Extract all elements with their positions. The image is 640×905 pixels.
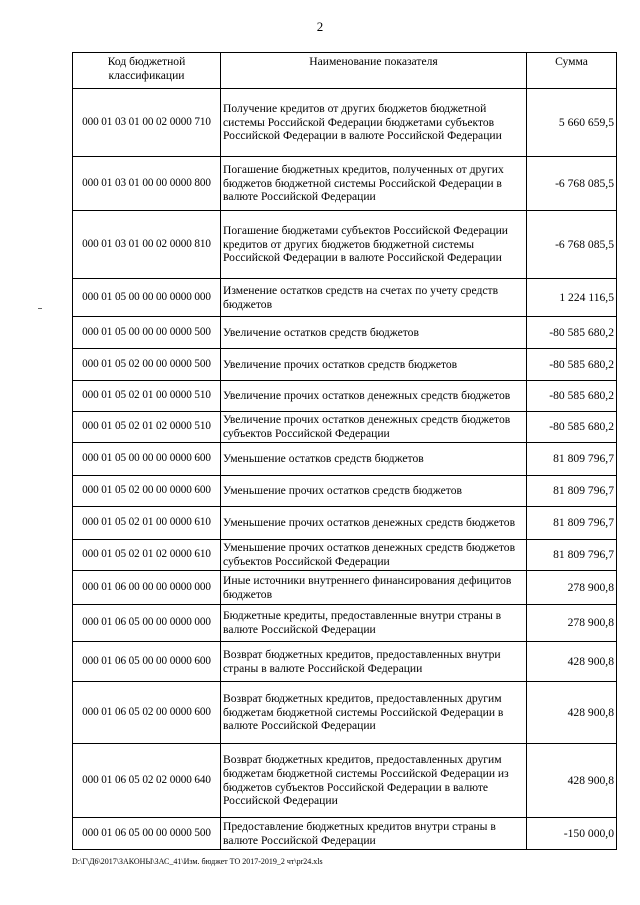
- row-code: 000 01 03 01 00 02 0000 810: [73, 211, 221, 279]
- row-code: 000 01 05 02 01 02 0000 610: [73, 540, 221, 571]
- row-name: Получение кредитов от других бюджетов бюджетной системы Российской Федерации бюджетами субъектов Российской Федерации в валюте Российской Федерации: [221, 89, 527, 157]
- header-name: Наименование показателя: [221, 53, 527, 89]
- header-sum: Сумма: [527, 53, 617, 89]
- row-code: 000 01 06 05 02 00 0000 600: [73, 682, 221, 744]
- row-sum: 81 809 796,7: [527, 476, 617, 507]
- table-row: [73, 571, 617, 605]
- file-path-footer: D:\Г\Д6\2017\ЗАКОНЫ\ЗАС_41\Изм. бюджет ТО 2017-2019_2 чт\pr24.xls: [72, 857, 323, 866]
- row-sum: 428 900,8: [527, 682, 617, 744]
- table-row: [73, 317, 617, 349]
- row-code: 000 01 06 05 00 00 0000 500: [73, 818, 221, 850]
- table-row: [73, 642, 617, 682]
- row-name: Уменьшение остатков средств бюджетов: [221, 443, 527, 476]
- row-name: Увеличение остатков средств бюджетов: [221, 317, 527, 349]
- table-row: [73, 279, 617, 317]
- row-name: Предоставление бюджетных кредитов внутри страны в валюте Российской Федерации: [221, 818, 527, 850]
- row-sum: 428 900,8: [527, 744, 617, 818]
- table-row: [73, 412, 617, 443]
- table-row: [73, 211, 617, 279]
- row-sum: -80 585 680,2: [527, 317, 617, 349]
- row-code: 000 01 05 02 01 02 0000 510: [73, 412, 221, 443]
- row-sum: -6 768 085,5: [527, 211, 617, 279]
- row-code: 000 01 06 05 00 00 0000 000: [73, 605, 221, 642]
- margin-mark: [38, 308, 42, 309]
- row-name: Изменение остатков средств на счетах по учету средств бюджетов: [221, 279, 527, 317]
- row-name: Увеличение прочих остатков денежных средств бюджетов: [221, 381, 527, 412]
- row-sum: 428 900,8: [527, 642, 617, 682]
- row-sum: -80 585 680,2: [527, 349, 617, 381]
- row-sum: -80 585 680,2: [527, 381, 617, 412]
- table-header-row: [73, 53, 617, 89]
- row-name: Иные источники внутреннего финансирования дефицитов бюджетов: [221, 571, 527, 605]
- table-row: [73, 443, 617, 476]
- header-code: Код бюджетной классификации: [73, 53, 221, 89]
- row-code: 000 01 05 02 00 00 0000 600: [73, 476, 221, 507]
- row-code: 000 01 03 01 00 00 0000 800: [73, 157, 221, 211]
- table-row: [73, 605, 617, 642]
- row-name: Уменьшение прочих остатков денежных средств бюджетов: [221, 507, 527, 540]
- table-row: [73, 744, 617, 818]
- row-sum: 81 809 796,7: [527, 507, 617, 540]
- row-code: 000 01 06 05 00 00 0000 600: [73, 642, 221, 682]
- row-code: 000 01 05 02 01 00 0000 510: [73, 381, 221, 412]
- table-row: [73, 157, 617, 211]
- row-code: 000 01 05 00 00 00 0000 000: [73, 279, 221, 317]
- table-row: [73, 507, 617, 540]
- row-sum: 5 660 659,5: [527, 89, 617, 157]
- row-name: Возврат бюджетных кредитов, предоставленных внутри страны в валюте Российской Федерации: [221, 642, 527, 682]
- table-row: [73, 349, 617, 381]
- row-sum: 278 900,8: [527, 571, 617, 605]
- row-name: Уменьшение прочих остатков денежных средств бюджетов субъектов Российской Федерации: [221, 540, 527, 571]
- row-sum: 81 809 796,7: [527, 540, 617, 571]
- row-sum: 278 900,8: [527, 605, 617, 642]
- row-code: 000 01 05 02 01 00 0000 610: [73, 507, 221, 540]
- budget-sources-table: [72, 52, 617, 850]
- table-row: [73, 381, 617, 412]
- table-row: [73, 476, 617, 507]
- row-name: Увеличение прочих остатков средств бюджетов: [221, 349, 527, 381]
- row-name: Погашение бюджетных кредитов, полученных от других бюджетов бюджетной системы Российской Федерации в валюте Российской Федерации: [221, 157, 527, 211]
- row-name: Возврат бюджетных кредитов, предоставленных другим бюджетам бюджетной системы Российской Федерации в валюте Российской Федерации: [221, 682, 527, 744]
- row-sum: -6 768 085,5: [527, 157, 617, 211]
- table-row: [73, 682, 617, 744]
- row-code: 000 01 05 00 00 00 0000 500: [73, 317, 221, 349]
- row-code: 000 01 05 00 00 00 0000 600: [73, 443, 221, 476]
- table-row: [73, 540, 617, 571]
- row-code: 000 01 05 02 00 00 0000 500: [73, 349, 221, 381]
- row-sum: 81 809 796,7: [527, 443, 617, 476]
- row-code: 000 01 06 05 02 02 0000 640: [73, 744, 221, 818]
- row-sum: -80 585 680,2: [527, 412, 617, 443]
- page-number: 2: [316, 19, 324, 34]
- row-name: Погашение бюджетами субъектов Российской Федерации кредитов от других бюджетов бюджетной системы Российской Федерации в валюте Российской Федерации: [221, 211, 527, 279]
- row-code: 000 01 03 01 00 02 0000 710: [73, 89, 221, 157]
- row-name: Бюджетные кредиты, предоставленные внутри страны в валюте Российской Федерации: [221, 605, 527, 642]
- row-code: 000 01 06 00 00 00 0000 000: [73, 571, 221, 605]
- row-sum: -150 000,0: [527, 818, 617, 850]
- row-name: Увеличение прочих остатков денежных средств бюджетов субъектов Российской Федерации: [221, 412, 527, 443]
- table-row: [73, 818, 617, 850]
- row-sum: 1 224 116,5: [527, 279, 617, 317]
- row-name: Возврат бюджетных кредитов, предоставленных другим бюджетам бюджетной системы Российской Федерации из бюджетов субъектов Российской Федерации в валюте Российской Федерации: [221, 744, 527, 818]
- row-name: Уменьшение прочих остатков средств бюджетов: [221, 476, 527, 507]
- table-row: [73, 89, 617, 157]
